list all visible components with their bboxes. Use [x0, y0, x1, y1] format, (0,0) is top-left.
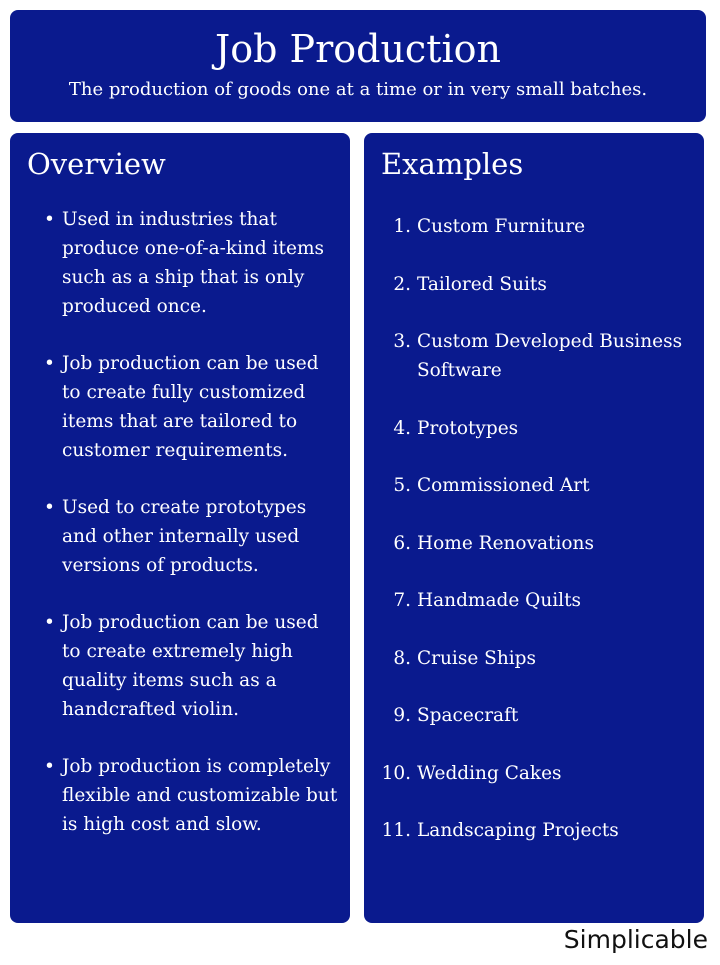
- example-item: [364, 701, 704, 730]
- example-number: 4.: [393, 417, 411, 439]
- overview-panel: [10, 133, 350, 923]
- example-item: [364, 471, 704, 500]
- example-item: [364, 816, 704, 845]
- bullet-icon: •: [44, 612, 55, 633]
- page-title: Job Production: [215, 27, 501, 71]
- example-number: 2.: [393, 273, 411, 295]
- bullet-icon: •: [44, 756, 55, 777]
- example-item: [364, 212, 704, 241]
- example-item: [364, 529, 704, 558]
- bullet-icon: •: [44, 209, 55, 230]
- overview-item: [24, 205, 342, 321]
- overview-list: [24, 205, 342, 867]
- example-item: [364, 270, 704, 299]
- example-text: Cruise Ships: [417, 647, 536, 669]
- brand-logo-text: Simplicable: [563, 925, 708, 954]
- example-text: Custom Furniture: [417, 216, 586, 237]
- example-text: Spacecraft: [417, 705, 519, 726]
- example-item: [364, 759, 704, 788]
- examples-panel: [364, 133, 704, 923]
- overview-heading: Overview: [27, 147, 166, 181]
- examples-heading: Examples: [381, 147, 524, 181]
- overview-item-text: Used to create prototypes and other internally used versions of products.: [62, 497, 307, 576]
- example-number: 11.: [381, 820, 411, 841]
- overview-item: [24, 493, 342, 580]
- example-number: 5.: [393, 475, 411, 496]
- example-text: Prototypes: [417, 417, 519, 439]
- example-number: 7.: [393, 590, 411, 611]
- overview-item-text: Job production can be used to create fully customized items that are tailored to customer requirements.: [62, 353, 319, 461]
- example-text: Handmade Quilts: [417, 590, 582, 611]
- example-item: [364, 644, 704, 673]
- overview-item: [24, 349, 342, 465]
- overview-item: [24, 608, 342, 724]
- overview-item-text: Used in industries that produce one-of-a-kind items such as a ship that is only produced once.: [62, 209, 324, 317]
- bullet-icon: •: [44, 497, 55, 518]
- overview-item: [24, 752, 342, 839]
- example-text: Landscaping Projects: [417, 820, 619, 841]
- example-number: 1.: [393, 216, 411, 237]
- example-item: [364, 327, 704, 385]
- example-number: 6.: [393, 532, 411, 554]
- example-number: 3.: [393, 331, 411, 352]
- example-text: Wedding Cakes: [417, 762, 562, 784]
- example-item: [364, 414, 704, 443]
- example-number: 10.: [381, 762, 411, 784]
- page-subtitle: The production of goods one at a time or in very small batches.: [68, 79, 648, 100]
- overview-item-text: Job production can be used to create extremely high quality items such as a handcrafted violin.: [62, 612, 319, 720]
- example-number: 8.: [393, 647, 411, 669]
- example-text: Commissioned Art: [417, 475, 590, 496]
- overview-item-text: Job production is completely flexible and customizable but is high cost and slow.: [62, 756, 338, 835]
- example-text: Tailored Suits: [417, 273, 547, 295]
- examples-list: [364, 212, 704, 874]
- example-number: 9.: [393, 705, 411, 726]
- bullet-icon: •: [44, 353, 55, 374]
- example-text: Home Renovations: [417, 532, 594, 554]
- header-banner: [10, 10, 706, 122]
- example-text: Custom Developed Business Software: [417, 331, 683, 381]
- example-item: [364, 586, 704, 615]
